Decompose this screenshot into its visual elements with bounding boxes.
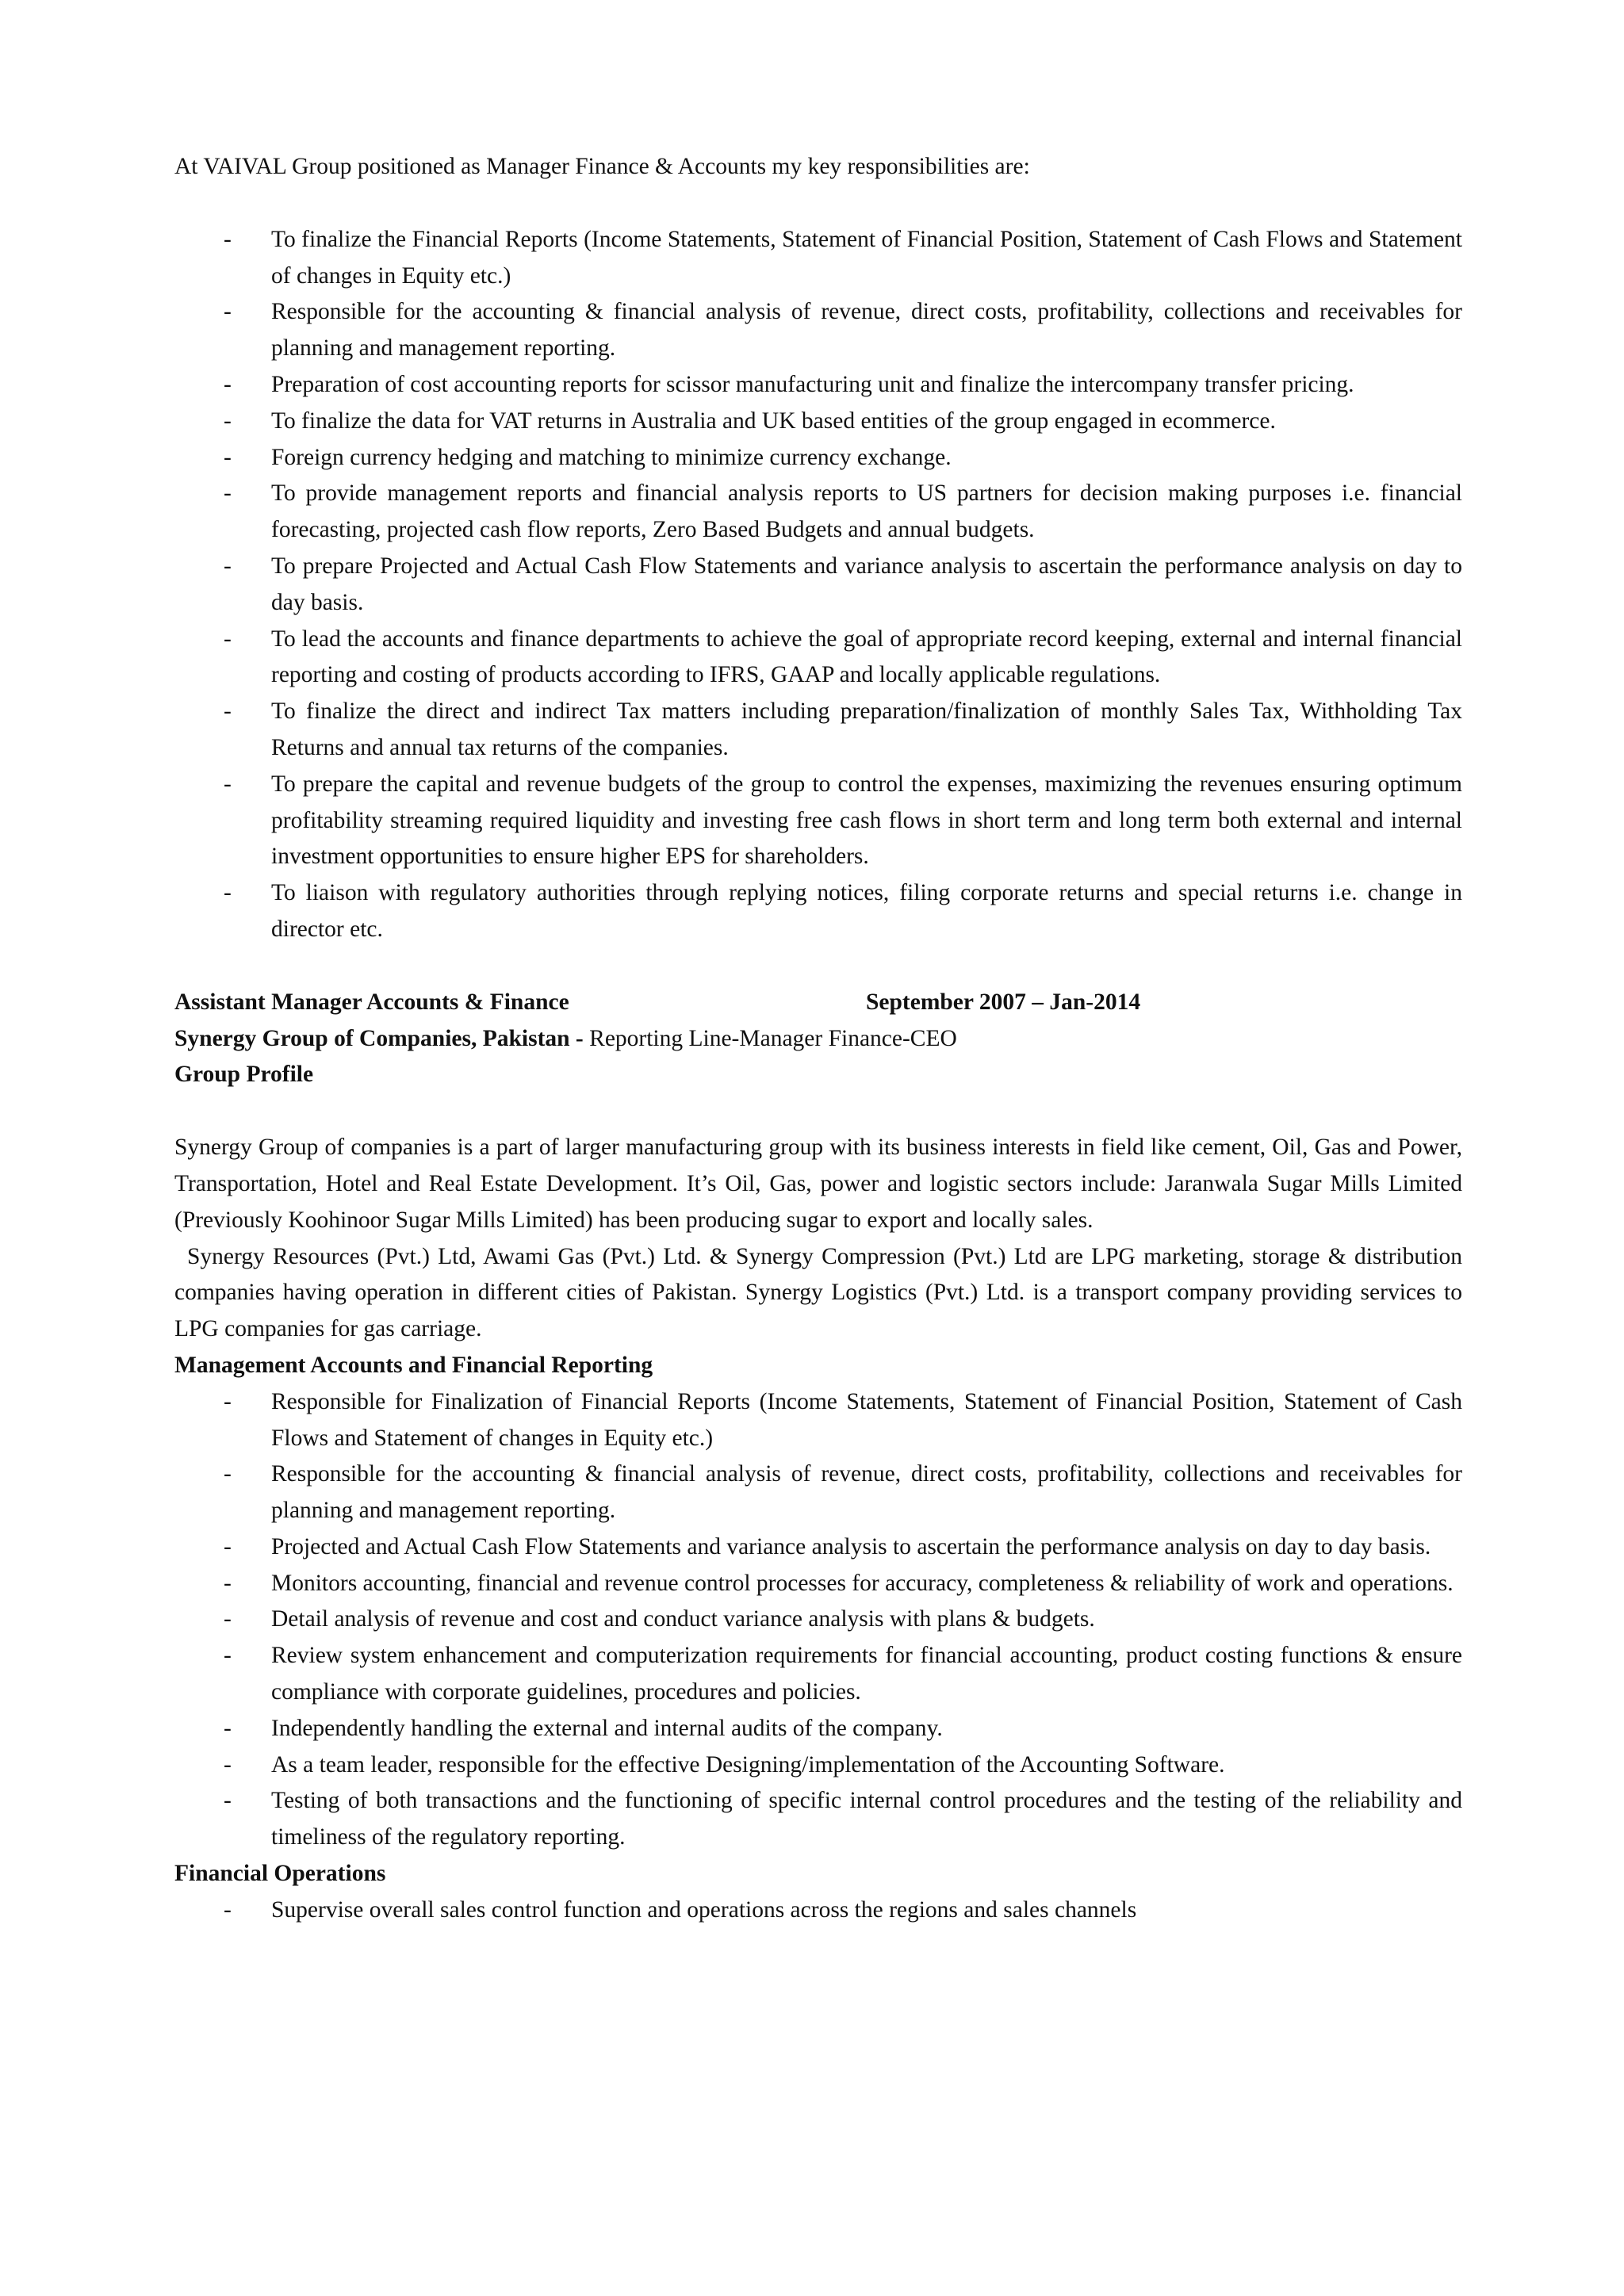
list-item: - Detail analysis of revenue and cost and conduct variance analysis with plans & budgets. bbox=[174, 1601, 1462, 1638]
list-item: - To liaison with regulatory authorities through replying notices, filing corporate returns and special returns i.e. change in director etc. bbox=[174, 875, 1462, 948]
list-item: - Supervise overall sales control function and operations across the regions and sales channels bbox=[174, 1892, 1462, 1929]
list-item: - Foreign currency hedging and matching to minimize currency exchange. bbox=[174, 440, 1462, 476]
company-line bbox=[174, 1021, 1462, 1058]
financial-operations-heading: Financial Operations bbox=[174, 1861, 386, 1887]
list-item: - Responsible for the accounting & financial analysis of revenue, direct costs, profitability, collections and receivables for planning and management reporting. bbox=[174, 1456, 1462, 1529]
list-item: - To provide management reports and financial analysis reports to US partners for decision making purposes i.e. financial forecasting, projected cash flow reports, Zero Based Budgets and annual budgets. bbox=[174, 476, 1462, 549]
section-spacer bbox=[174, 1093, 1462, 1130]
section-spacer bbox=[174, 948, 1462, 985]
group-profile-paragraph: Synergy Group of companies is a part of larger manufacturing group with its business interests in field like cement, Oil, Gas and Power, Transportation, Hotel and Real Estate Development. It’s Oil, Gas, power and logistic sectors include: Jaranwala Sugar Mills Limited (Previously Koohinoor Sugar Mills Limited) has been producing sugar to export and locally sales. bbox=[174, 1135, 1462, 1233]
list-item: - Responsible for the accounting & financial analysis of revenue, direct costs, profitability, collections and receivables for planning and management reporting. bbox=[174, 294, 1462, 367]
list-item: - Review system enhancement and computerization requirements for financial accounting, product costing functions & ensure compliance with corporate guidelines, procedures and policies. bbox=[174, 1638, 1462, 1711]
list-item: - To finalize the data for VAT returns in Australia and UK based entities of the group engaged in ecommerce. bbox=[174, 404, 1462, 440]
job-title: Assistant Manager Accounts & Finance bbox=[174, 989, 569, 1015]
list-item: - To finalize the direct and indirect Tax matters including preparation/finalization of monthly Sales Tax, Withholding Tax Returns and annual tax returns of the companies. bbox=[174, 694, 1462, 767]
financial-operations-list bbox=[174, 1892, 1462, 1929]
list-item: - Projected and Actual Cash Flow Statements and variance analysis to ascertain the performance analysis on day to day basis. bbox=[174, 1529, 1462, 1566]
list-item: - Monitors accounting, financial and revenue control processes for accuracy, completeness & reliability of work and operations. bbox=[174, 1566, 1462, 1602]
list-item: - Testing of both transactions and the functioning of specific internal control procedures and the testing of the reliability and timeliness of the regulatory reporting. bbox=[174, 1783, 1462, 1856]
list-item: - Responsible for Finalization of Financial Reports (Income Statements, Statement of Financial Position, Statement of Cash Flows and Statement of changes in Equity etc.) bbox=[174, 1384, 1462, 1457]
list-item: - To prepare the capital and revenue budgets of the group to control the expenses, maximizing the revenues ensuring optimum profitability streaming required liquidity and investing free cash flows in short term and long term both external and internal investment opportunities to ensure higher EPS for shareholders. bbox=[174, 767, 1462, 875]
job-dates: September 2007 – Jan-2014 bbox=[866, 989, 1141, 1015]
job-header bbox=[174, 985, 1462, 1021]
mgmt-accounts-heading: Management Accounts and Financial Reporting bbox=[174, 1352, 653, 1378]
list-item: - Preparation of cost accounting reports for scissor manufacturing unit and finalize the intercompany transfer pricing. bbox=[174, 367, 1462, 404]
reporting-line: Reporting Line-Manager Finance-CEO bbox=[583, 1025, 957, 1051]
list-item: - To finalize the Financial Reports (Income Statements, Statement of Financial Position, Statement of Cash Flows and Statement of changes in Equity etc.) bbox=[174, 222, 1462, 295]
company-name: Synergy Group of Companies, Pakistan - bbox=[174, 1025, 584, 1051]
vaival-responsibilities-list bbox=[174, 222, 1462, 948]
group-profile-paragraph-2: Synergy Resources (Pvt.) Ltd, Awami Gas (Pvt.) Ltd. & Synergy Compression (Pvt.) Ltd are LPG marketing, storage & distribution companies having operation in different cities of Pakistan. Synergy Logistics (Pvt.) Ltd. is a transport company providing services to LPG companies for gas carriage. bbox=[174, 1243, 1462, 1342]
resume-page bbox=[174, 149, 1462, 1929]
list-item: - To lead the accounts and finance departments to achieve the goal of appropriate record keeping, external and internal financial reporting and costing of products according to IFRS, GAAP and locally applicable regulations. bbox=[174, 622, 1462, 695]
list-item: - To prepare Projected and Actual Cash Flow Statements and variance analysis to ascertain the performance analysis on day to day basis. bbox=[174, 549, 1462, 622]
group-profile-heading: Group Profile bbox=[174, 1062, 314, 1088]
intro-text: At VAIVAL Group positioned as Manager Finance & Accounts my key responsibilities are: bbox=[174, 154, 1030, 179]
mgmt-accounts-list bbox=[174, 1384, 1462, 1856]
list-item: - As a team leader, responsible for the effective Designing/implementation of the Accounting Software. bbox=[174, 1747, 1462, 1784]
list-item: - Independently handling the external and internal audits of the company. bbox=[174, 1711, 1462, 1747]
